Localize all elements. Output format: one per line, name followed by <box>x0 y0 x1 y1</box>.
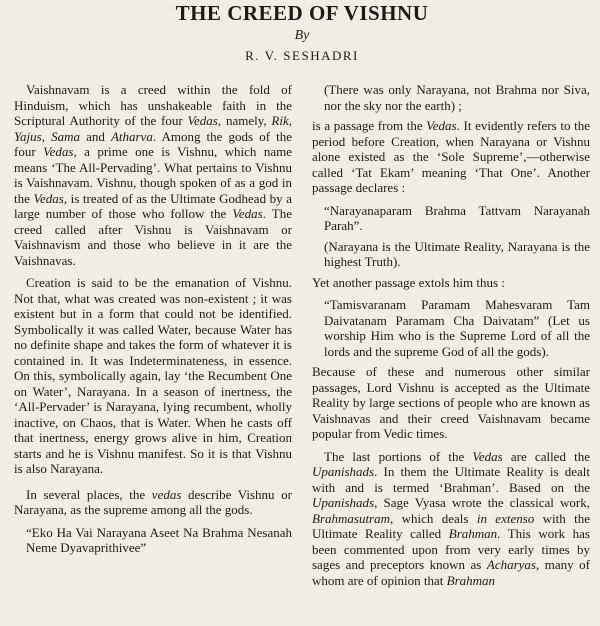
text-run: describe Vishnu or Narayana, as the supreme among all the gods. <box>14 486 292 517</box>
text-run: (Narayana is the Ultimate Reality, Narayana is the highest Truth). <box>324 238 590 269</box>
article-title: THE CREED OF VISHNU <box>175 1 429 25</box>
text-run: Vaishnavam is a creed within the fold of Hinduism, which has unshakeable faith in the Scriptural Authority of the four <box>14 82 292 128</box>
text-run: with the Ultimate Reality called <box>312 510 590 541</box>
paragraph-upanishads <box>312 449 590 589</box>
text-run: Yet another passage extols him thus : <box>312 274 505 290</box>
italic-term: Sama <box>51 128 80 144</box>
italic-term: Yajus <box>14 128 42 144</box>
text-run: “Eko Ha Vai Narayana Aseet Na Brahma Nesanah Neme Dyavaprithivee” <box>26 524 292 555</box>
text-run: . This work has been commented upon from very early times by sages and preceptors known as <box>312 526 590 572</box>
text-run: “Tamisvaranam Paramam Mahesvaram Tam Daivatanam Paramam Cha Daivatam” (Let us worship Him who is the Supreme Lord of all the lords and the supreme God of all the gods). <box>324 297 590 359</box>
italic-term: Rik <box>271 113 289 128</box>
italic-term: Vedas <box>33 190 64 206</box>
paragraph-extols-him <box>312 275 590 291</box>
text-run: , is treated of as the Ultimate Godhead by a large number of those who follow the <box>14 190 292 221</box>
paragraph-creation <box>14 275 292 477</box>
italic-term: Vedas <box>426 118 457 133</box>
text-run: , which deals <box>390 510 477 526</box>
italic-term: Upanishads <box>312 464 375 479</box>
author-name: R. V. SESHADRI <box>245 48 359 63</box>
right-column <box>312 82 590 595</box>
italic-term: Brahman <box>448 526 498 541</box>
text-run: , namely, <box>217 113 272 128</box>
text-run: , <box>41 128 52 144</box>
paragraph-vaishnavam-intro <box>14 82 292 268</box>
italic-term: Brahmasutram <box>312 510 391 526</box>
text-run: Creation is said to be the emanation of Vishnu. Not that, what was created was non-existent ; it was existent but in a form that could not be identified. Symbolically it was called Water, because Water has no definite shape and takes the form of whatever it is contained in. It was Indeterminateness, in essence. On this, symbolically again, lay ‘the Recumbent One on Water’, Narayana. In a season of inertness, the ‘All-Pervader’ is Narayana, lying recumbent, wholly inactive, on Chaos, that is Water. When he casts off that inertness, energy grows alive in him, Creation starts and he is Vishnu manifest. So it is that Vishnu is also Narayana. <box>14 275 292 476</box>
text-run: . It evidently refers to the period before Creation, when Narayana or Vishnu alone existed as the ‘Sole Supreme’,—otherwise called ‘Tat Ekam’ meaning ‘That One’. Another passage declares : <box>312 118 590 195</box>
text-run: and <box>79 128 111 144</box>
text-run: . The creed called after Vishnu is Vaishnavam or Vaishnavism and those who believe in it are the Vaishnavas. <box>14 206 292 268</box>
quote-tamisvaranam <box>312 297 590 359</box>
italic-term: Vedas <box>232 206 263 221</box>
quote-narayanaparam <box>312 203 590 234</box>
italic-term: Vedas <box>43 144 74 159</box>
text-run: The last portions of the <box>324 448 473 464</box>
italic-term: Upanishads <box>312 495 375 510</box>
italic-term: Atharva <box>110 128 153 144</box>
paragraph-vedas-describe <box>14 487 292 518</box>
quote-eko-ha-vai <box>14 525 292 556</box>
text-run: , many of whom are of opinion that <box>312 557 590 588</box>
italic-term: Vedas <box>187 113 218 128</box>
text-run: , Sage Vyasa wrote the classical work, <box>374 495 590 510</box>
paragraph-passage-from-vedas <box>312 118 590 196</box>
text-run: (There was only Narayana, not Brahma nor Siva, nor the sky nor the earth) ; <box>324 82 590 113</box>
text-run: Because of these and numerous other similar passages, Lord Vishnu is accepted as the Ultimate Reality by large sections of people who are known as Vaishnavas and their creed Vaishnavam became popular from Vedic times. <box>312 364 590 441</box>
text-run: , a prime one is Vishnu, which name means ‘The All-Pervading’. What pertains to Vishnu is Vaishnavam. Vishnu, though spoken of as a god in the <box>14 144 292 206</box>
text-run: are called the <box>502 448 590 464</box>
italic-term: vedas <box>151 486 182 502</box>
text-run: . Among the gods of the four <box>14 128 293 159</box>
text-run: . In them the Ultimate Reality is dealt with and is termed ‘Brahman’. Based on the <box>312 464 590 495</box>
italic-term: Vedas <box>472 448 503 464</box>
text-run: , <box>288 113 292 128</box>
paragraph-because-of-these <box>312 364 590 442</box>
text-run: is a passage from the <box>312 118 427 133</box>
text-run: In several places, the <box>26 486 152 502</box>
italic-term: in extenso <box>476 510 535 526</box>
italic-term: Brahman <box>446 572 496 588</box>
translation-ultimate-reality <box>312 239 590 270</box>
translation-only-narayana <box>312 82 590 113</box>
text-run: “Narayanaparam Brahma Tattvam Narayanah Parah”. <box>324 202 590 233</box>
italic-term: Acharyas <box>486 557 536 572</box>
byline-by: By <box>294 28 310 43</box>
article-body <box>14 82 590 595</box>
left-column <box>14 82 292 595</box>
